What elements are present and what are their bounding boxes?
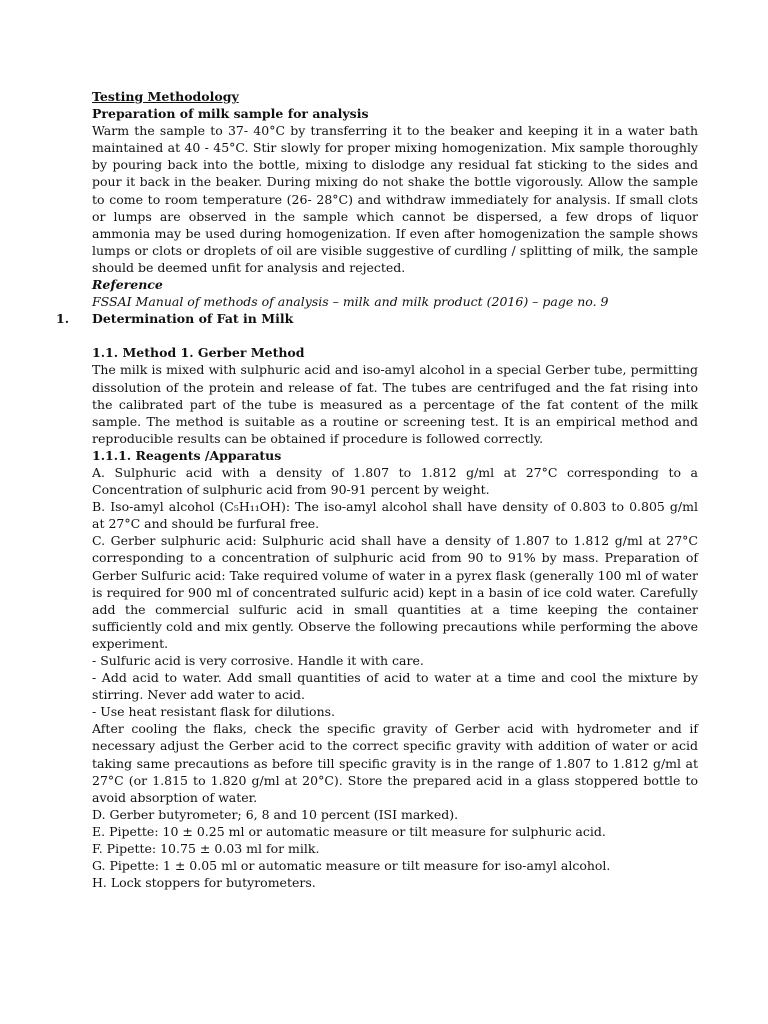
prep-title: Preparation of milk sample for analysis [92, 106, 369, 122]
item-g: G. Pipette: 1 ± 0.05 ml or automatic measure or tilt measure for iso-amyl alcohol. [92, 858, 611, 874]
precaution-1: - Sulfuric acid is very corrosive. Handle it with care. [92, 653, 424, 668]
reagents-title: 1.1.1. Reagents /Apparatus [92, 447, 282, 463]
item-e: E. Pipette: 10 ± 0.25 ml or automatic measure or tilt measure for sulphuric acid. [92, 823, 606, 839]
reagent-c: C. Gerber sulphuric acid: Sulphuric acid shall have a density of 1.807 to 1.812 g/ml at 27°C corresponding to a concentration of sulphuric acid from 90 to 91% by mass. Preparation of Gerber Sulfuric acid: Take required volume of water in a pyrex flask (generally 100 ml of water is required for 900 ml of concentrated sulfuric acid) kept in a basin of ice cold water. Carefully add the commercial sulfuric acid in small quantities at a time keeping the container sufficiently cold and mix gently. Observe the following precautions while performing the above experiment. [92, 533, 698, 651]
method-paragraph: The milk is mixed with sulphuric acid and iso-amyl alcohol in a special Gerber tube, permitting dissolution of the protein and release of fat. The tubes are centrifuged and the fat rising into the calibrated part of the tube is measured as a percentage of the fat content of the milk sample. The method is suitable as a routine or screening test. It is an empirical method and reproducible results can be obtained if procedure is followed correctly. [92, 362, 698, 446]
after-cooling-paragraph: After cooling the flaks, check the specific gravity of Gerber acid with hydrometer and if necessary adjust the Gerber acid to the correct specific gravity with addition of water or acid taking same precautions as before till specific gravity is in the range of 1.807 to 1.812 g/ml at 27°C (or 1.815 to 1.820 g/ml at 20°C). Store the prepared acid in a glass stoppered bottle to avoid absorption of water. [92, 721, 698, 805]
precaution-3: - Use heat resistant flask for dilutions. [92, 704, 336, 720]
precaution-2: - Add acid to water. Add small quantities of acid to water at a time and cool the mixture by stirring. Never add water to acid. [92, 670, 698, 703]
section-heading: Testing Methodology [92, 89, 239, 104]
section-number: 1. [56, 311, 70, 327]
section-title: Determination of Fat in Milk [92, 311, 294, 327]
item-d: D. Gerber butyrometer; 6, 8 and 10 percent (ISI marked). [92, 806, 459, 822]
method-title: 1.1. Method 1. Gerber Method [92, 345, 305, 361]
reference-text: FSSAI Manual of methods of analysis – milk and milk product (2016) – page no. 9 [92, 294, 609, 310]
item-f: F. Pipette: 10.75 ± 0.03 ml for milk. [92, 841, 320, 857]
reagent-b: B. Iso-amyl alcohol (C₅H₁₁OH): The iso-amyl alcohol shall have density of 0.803 to 0.805 g/ml at 27°C and should be furfural free. [92, 499, 698, 532]
prep-paragraph: Warm the sample to 37- 40°C by transferring it to the beaker and keeping it in a water bath maintained at 40 - 45°C. Stir slowly for proper mixing homogenization. Mix sample thoroughly by pouring back into the bottle, mixing to dislodge any residual fat sticking to the sides and pour it back in the beaker. During mixing do not shake the bottle vigorously. Allow the sample to come to room temperature (26- 28°C) and withdraw immediately for analysis. If small clots or lumps are observed in the sample which cannot be dispersed, a few drops of liquor ammonia may be used during homogenization. If even after homogenization the sample shows lumps or clots or droplets of oil are visible suggestive of curdling / splitting of milk, the sample should be deemed unfit for analysis and rejected. [92, 123, 698, 275]
item-h: H. Lock stoppers for butyrometers. [92, 875, 316, 891]
spacer [92, 327, 698, 344]
reference-label: Reference [92, 277, 163, 293]
numbered-section-title [56, 310, 698, 327]
reagent-a: A. Sulphuric acid with a density of 1.807 to 1.812 g/ml at 27°C corresponding to a Concentration of sulphuric acid from 90-91 percent by weight. [92, 464, 698, 498]
